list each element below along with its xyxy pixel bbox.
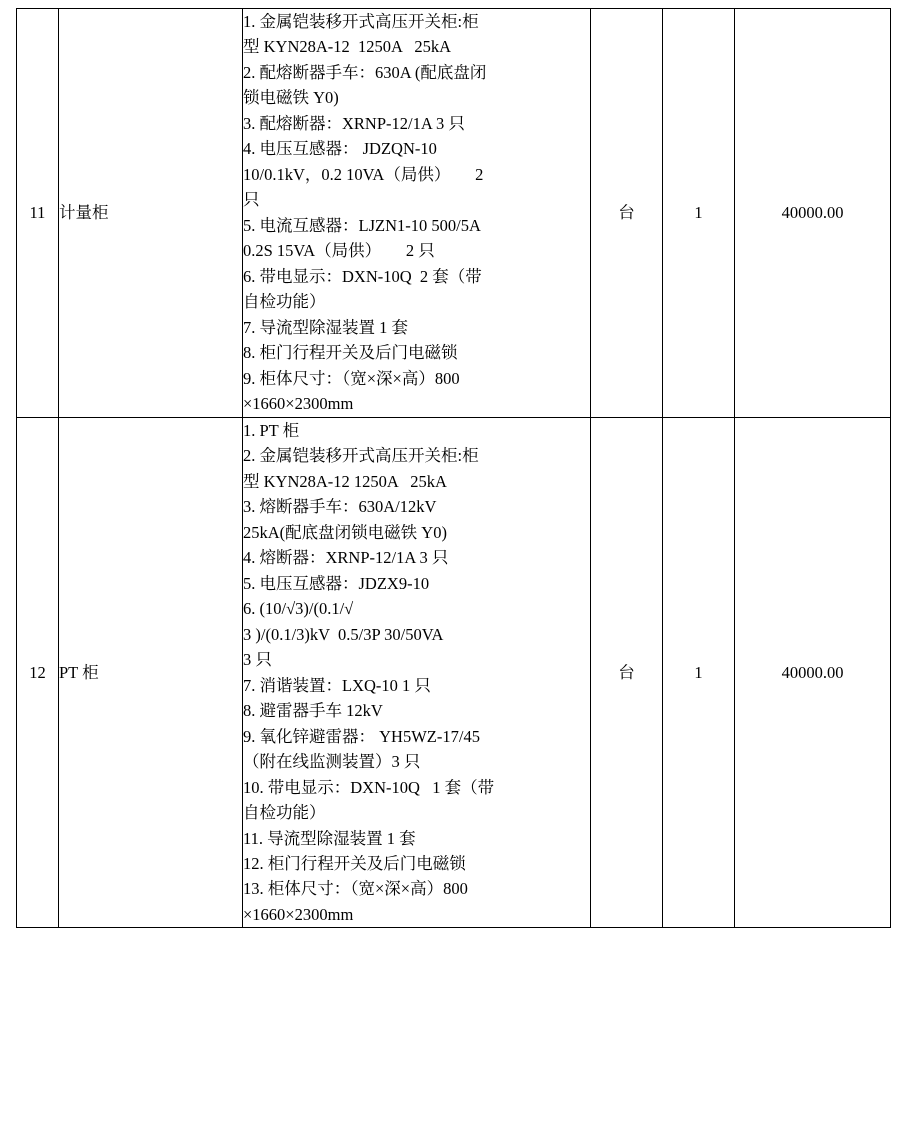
row-quantity: 1 [663, 417, 735, 928]
spec-line: 3 只 [243, 650, 272, 670]
spec-line: 8. 柜门行程开关及后门电磁锁 [243, 343, 458, 363]
row-item-name: 计量柜 [59, 9, 243, 418]
spec-line: 1. 金属铠装移开式高压开关柜:柜 [243, 12, 479, 31]
spec-line: 10. 带电显示：DXN-10Q 1 套（带 [243, 777, 495, 797]
spec-line: 型 KYN28A-12 1250A 25kA [243, 471, 447, 491]
spec-line: 自检功能） [243, 292, 326, 312]
spec-line: 5. 电流互感器：LJZN1-10 500/5A [243, 215, 481, 235]
spec-line: 7. 导流型除湿装置 1 套 [243, 317, 408, 337]
spec-line: 5. 电压互感器：JDZX9-10 [243, 573, 430, 593]
spec-line: 10/0.1kV，0.2 10VA（局供） 2 [243, 164, 484, 184]
spec-line: 2. 配熔断器手车：630A (配底盘闭 [243, 62, 487, 82]
spec-line: 锁电磁铁 Y0) [243, 88, 339, 108]
row-item-name: PT 柜 [59, 417, 243, 928]
spec-line: 型 KYN28A-12 1250A 25kA [243, 37, 452, 57]
spec-line: 9. 氧化锌避雷器： YH5WZ-17/45 [243, 726, 480, 746]
spec-line: 3. 配熔断器：XRNP-12/1A 3 只 [243, 113, 465, 133]
spec-line: 1. PT 柜 [243, 420, 300, 440]
spec-line: ×1660×2300mm [243, 394, 354, 414]
spec-line: 13. 柜体尺寸：（宽×深×高）800 [243, 879, 468, 899]
row-unit: 台 [591, 9, 663, 418]
row-index: 12 [17, 417, 59, 928]
row-unit-price: 40000.00 [735, 417, 891, 928]
row-specification [243, 417, 591, 928]
spec-line: 12. 柜门行程开关及后门电磁锁 [243, 853, 466, 873]
table-row [17, 9, 891, 418]
row-quantity: 1 [663, 9, 735, 418]
spec-line: 4. 熔断器：XRNP-12/1A 3 只 [243, 548, 449, 568]
spec-line: 6. (10/√3)/(0.1/√ [243, 599, 354, 619]
spec-line: 8. 避雷器手车 12kV [243, 701, 383, 721]
row-index: 11 [17, 9, 59, 418]
spec-line: 4. 电压互感器： JDZQN-10 [243, 139, 437, 159]
spec-line: 3 )/(0.1/3)kV 0.5/3P 30/50VA [243, 624, 444, 644]
spec-line: 25kA(配底盘闭锁电磁铁 Y0) [243, 522, 447, 542]
spec-line: 3. 熔断器手车：630A/12kV [243, 497, 437, 517]
spec-line: （附在线监测装置）3 只 [243, 752, 421, 772]
spec-line: 2. 金属铠装移开式高压开关柜:柜 [243, 446, 479, 466]
spec-line: 自检功能） [243, 803, 326, 823]
spec-line: 只 [243, 190, 260, 210]
row-unit: 台 [591, 417, 663, 928]
table-row [17, 417, 891, 928]
row-unit-price: 40000.00 [735, 9, 891, 418]
equipment-spec-table [16, 8, 891, 928]
spec-line: 7. 消谐装置：LXQ-10 1 只 [243, 675, 431, 695]
row-specification [243, 9, 591, 418]
spec-line: 11. 导流型除湿装置 1 套 [243, 828, 416, 848]
table-body [17, 9, 891, 928]
spec-line: ×1660×2300mm [243, 904, 354, 924]
spec-line: 6. 带电显示：DXN-10Q 2 套（带 [243, 266, 482, 286]
spec-line: 9. 柜体尺寸：（宽×深×高）800 [243, 368, 460, 388]
spec-line: 0.2S 15VA（局供） 2 只 [243, 241, 435, 261]
